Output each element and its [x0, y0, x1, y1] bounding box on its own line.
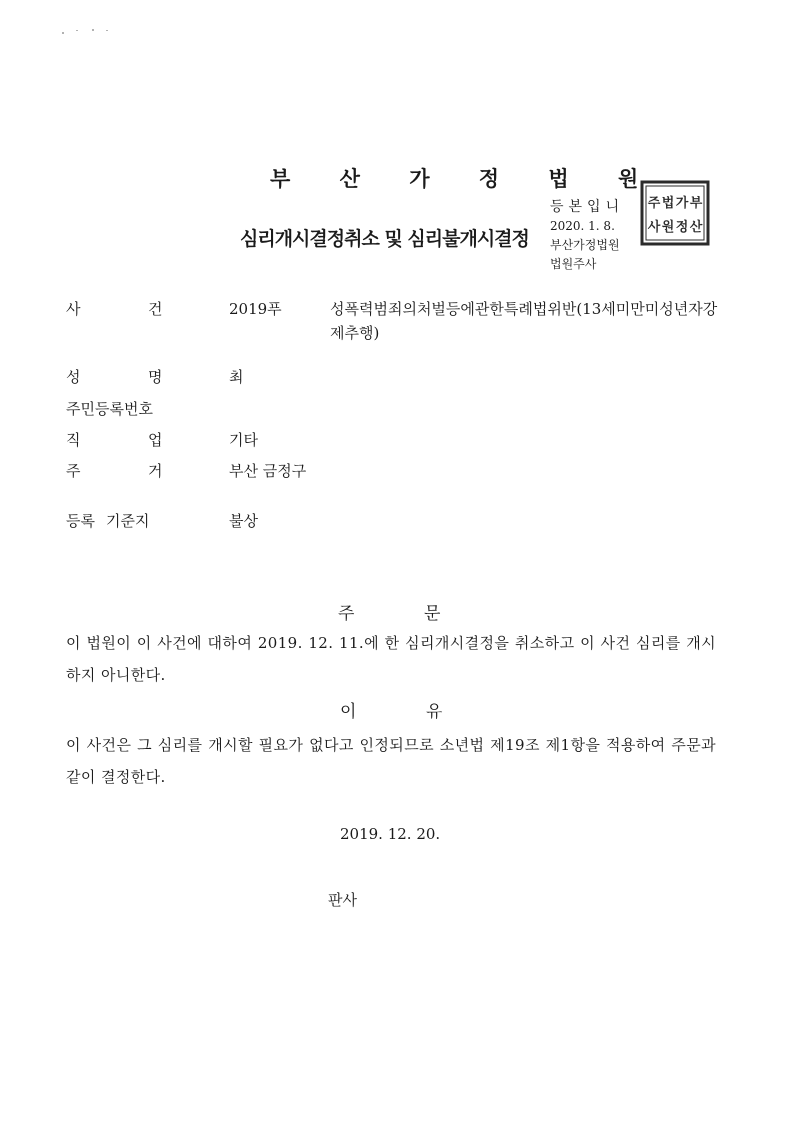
occupation-label-b: 업	[148, 431, 163, 449]
name-value: 최	[229, 368, 244, 386]
case-label-b: 건	[148, 300, 163, 318]
registry-value: 불상	[229, 512, 258, 530]
address-label-b: 거	[148, 462, 163, 480]
scan-speck	[76, 30, 78, 31]
reason-heading-a: 이	[340, 702, 357, 722]
certification-officer: 법원주사	[550, 257, 597, 271]
court-name: 부 산 가 정 법 원	[270, 167, 660, 191]
scan-speck	[92, 29, 94, 31]
order-text: 이 법원이 이 사건에 대하여 2019. 12. 11.에 한 심리개시결정을 취소하고 이 사건 심리를 개시하지 아니한다.	[66, 634, 716, 684]
order-heading-b: 문	[424, 604, 441, 624]
occupation-value: 기타	[229, 431, 258, 449]
address-label-a: 주	[66, 462, 81, 480]
seal-character: 주	[647, 196, 661, 211]
resident-id-label: 주민등록번호	[66, 400, 153, 418]
certification-date: 2020. 1. 8.	[550, 219, 615, 233]
registry-label-a: 등록	[66, 512, 95, 530]
order-heading-a: 주	[338, 604, 355, 624]
scan-speck	[62, 32, 64, 34]
seal-character: 원	[661, 220, 675, 235]
seal-character: 정	[675, 220, 689, 235]
seal-character: 법	[661, 196, 675, 211]
official-seal	[640, 180, 710, 246]
registry-label-b: 기준지	[106, 512, 150, 530]
certification-court: 부산가정법원	[550, 238, 620, 252]
decision-date: 2019. 12. 20.	[340, 825, 441, 843]
decision-title: 심리개시결정취소 및 심리불개시결정	[240, 228, 529, 250]
seal-character: 가	[675, 196, 689, 211]
name-label-b: 명	[148, 368, 163, 386]
case-label-a: 사	[66, 300, 81, 318]
reason-text: 이 사건은 그 심리를 개시할 필요가 없다고 인정되므로 소년법 제19조 제1항을 적용하여 주문과 같이 결정한다.	[66, 736, 716, 786]
scan-speck	[106, 30, 108, 31]
certification-title: 등본입니	[550, 199, 625, 215]
name-label-a: 성	[66, 368, 81, 386]
seal-character: 사	[647, 220, 661, 235]
seal-character: 산	[689, 220, 703, 235]
certification-block	[550, 198, 624, 274]
seal-character: 부	[689, 196, 703, 211]
case-name: 성폭력범죄의처벌등에관한특례법위반(13세미만미성년자강제추행)	[330, 300, 718, 342]
reason-heading-b: 유	[426, 702, 443, 722]
occupation-label-a: 직	[66, 431, 81, 449]
judge-label: 판사	[328, 891, 357, 909]
case-number: 2019푸	[229, 300, 282, 318]
address-value: 부산 금정구	[229, 462, 307, 480]
